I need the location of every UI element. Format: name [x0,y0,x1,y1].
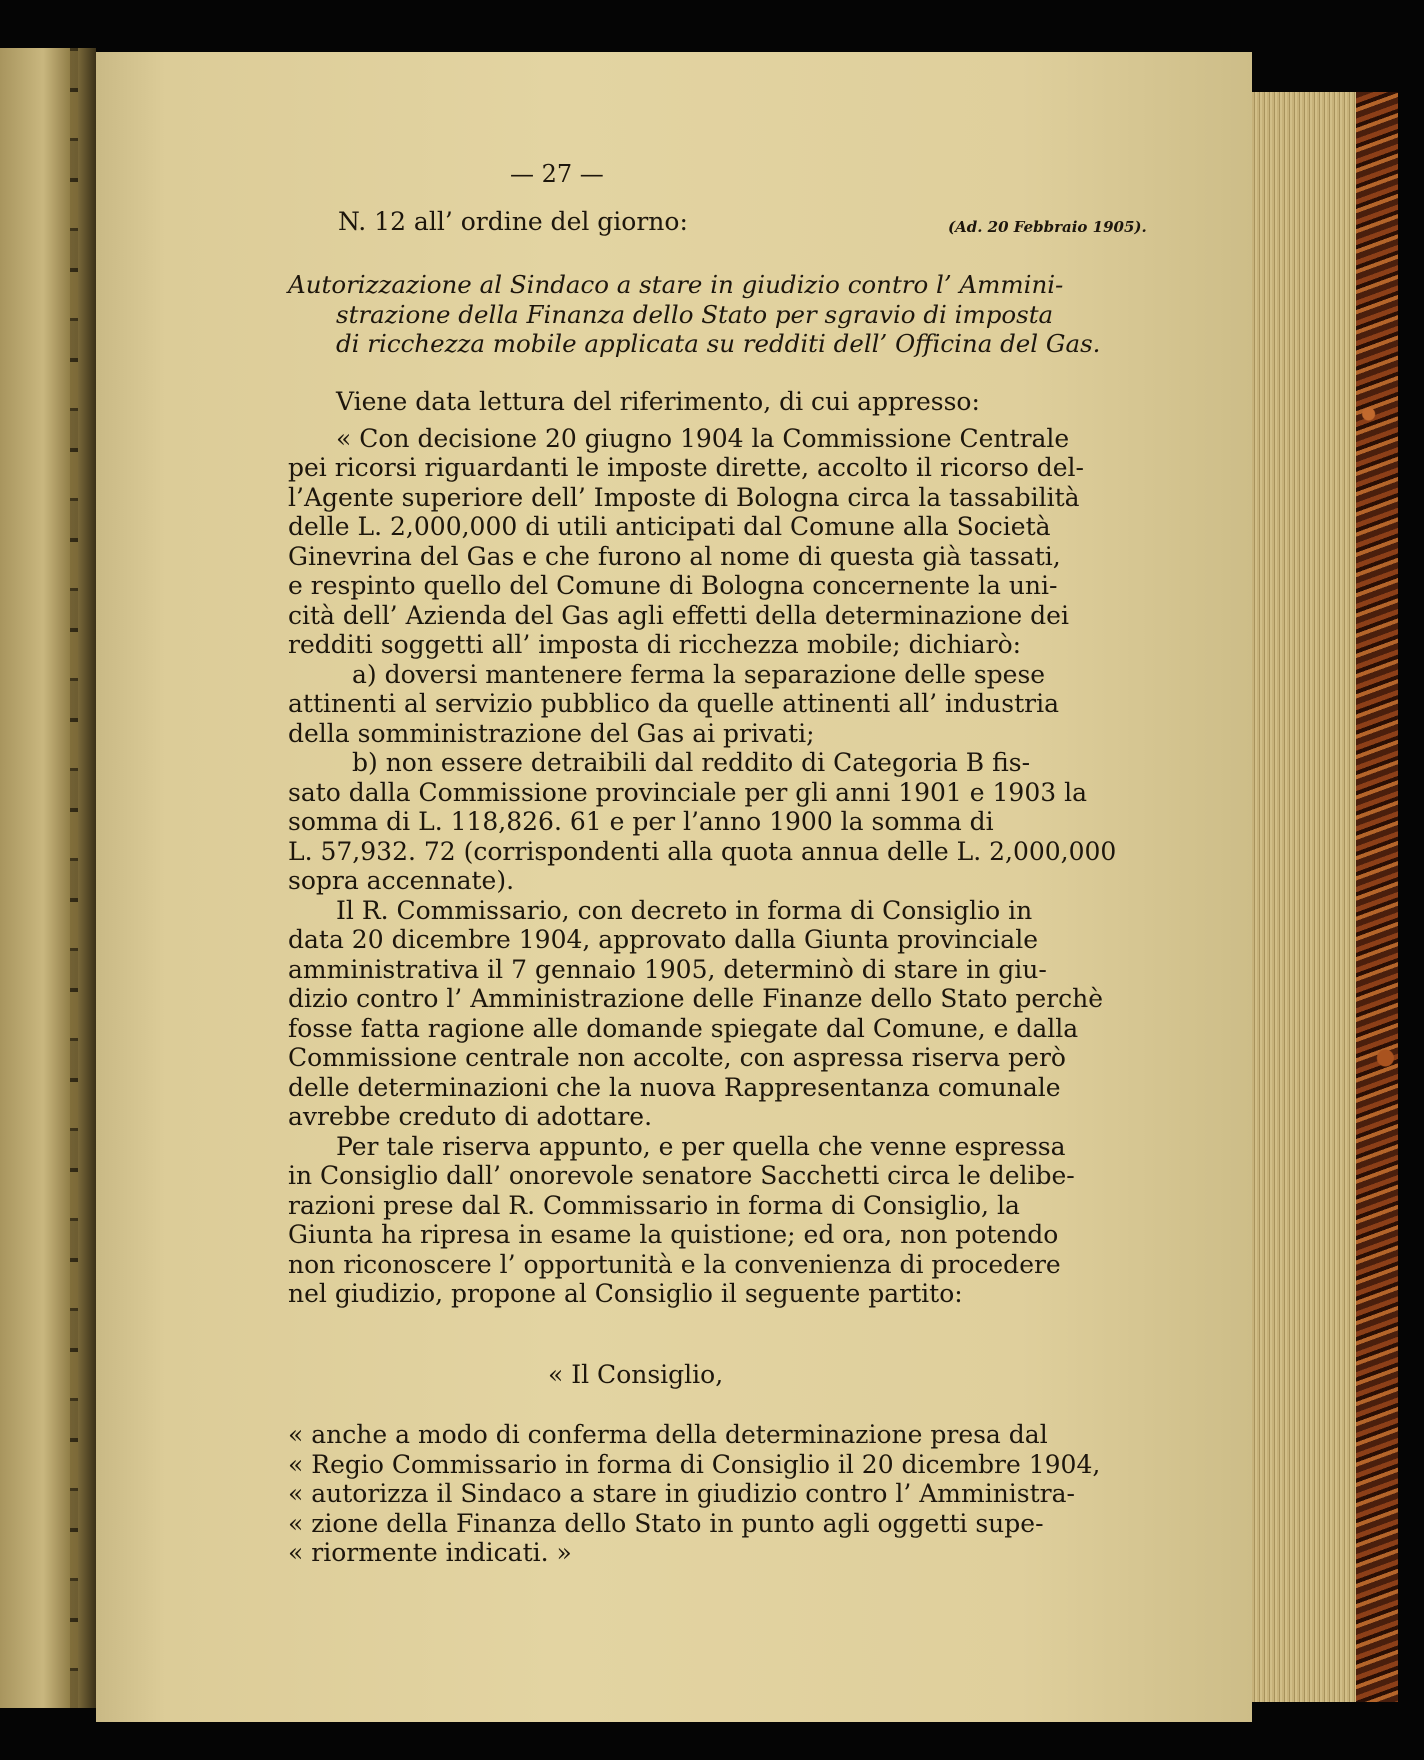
report-body [288,387,1117,1309]
paragraph-line: cità dell’ Azienda del Gas agli effetti della determinazione dei [288,600,1069,630]
paragraph-line: fosse fatta ragione alle domande spiegate dal Comune, e dalla [288,1013,1079,1043]
paragraph-line: delle determinazioni che la nuova Rappresentanza comunale [288,1072,1061,1102]
item-b-line: sato dalla Commissione provinciale per gli anni 1901 e 1903 la [288,777,1087,807]
paragraph-line: delle L. 2,000,000 di utili anticipati dal Comune alla Società [288,512,1051,541]
paragraph-line: data 20 dicembre 1904, approvato dalla Giunta provinciale [288,925,1038,954]
paragraph-line: Commissione centrale non accolte, con aspressa riserva però [288,1043,1066,1072]
agenda-heading: N. 12 all’ ordine del giorno: [338,207,688,236]
item-b-line: sopra accennate). [288,866,515,895]
item-title [288,270,1100,359]
paragraph-line: Il R. Commissario, con decreto in forma di Consiglio in [336,895,1033,925]
item-a-line: attinenti al servizio pubblico da quelle attinenti all’ industria [288,689,1059,718]
previous-page-edge [0,48,96,1708]
paragraph-line: Giunta ha ripresa in esame la quistione; ed ora, non potendo [288,1220,1059,1249]
paragraph-line: avrebbe creduto di adottare. [288,1102,653,1131]
resolution-line: « autorizza il Sindaco a stare in giudizio contro l’ Amministra- [288,1479,1075,1508]
paragraph-line: non riconoscere l’ opportunità e la convenienza di procedere [288,1249,1061,1279]
item-b-line: somma di L. 118,826. 61 e per l’anno 1900 la somma di [288,807,994,836]
item-a-line: della somministrazione del Gas ai privati; [288,718,815,748]
resolution-line: « riormente indicati. » [288,1538,572,1567]
resolution-heading: « Il Consiglio, [548,1360,724,1389]
paragraph-line: Ginevrina del Gas e che furono al nome di questa già tassati, [288,541,1061,571]
book-page-edges [1252,92,1356,1702]
paragraph-line: l’Agente superiore dell’ Imposte di Bologna circa la tassabilità [288,482,1080,512]
paragraph-line: Per tale riserva appunto, e per quella che venne espressa [336,1131,1066,1161]
paragraph-line: redditi soggetti all’ imposta di ricchezza mobile; dichiarò: [288,630,1022,659]
page-number: — 27 — [510,160,604,188]
paragraph-line: pei ricorsi riguardanti le imposte dirette, accolto il ricorso del- [288,453,1084,482]
paragraph-line: e respinto quello del Comune di Bologna concernente la uni- [288,571,1058,600]
title-line: di ricchezza mobile applicata su redditi dell’ Officina del Gas. [336,329,1101,358]
item-b-line: b) non essere detraibili dal reddito di Categoria B fis- [352,748,1031,777]
resolution-line: « Regio Commissario in forma di Consiglio il 20 dicembre 1904, [288,1449,1101,1479]
paragraph-line: nel giudizio, propone al Consiglio il seguente partito: [288,1279,963,1308]
item-a-line: a) doversi mantenere ferma la separazione delle spese [352,659,1046,689]
resolution-line: « anche a modo di conferma della determinazione presa dal [288,1420,1048,1449]
session-date-note: (Ad. 20 Febbraio 1905). [948,218,1147,236]
paragraph-line: amministrativa il 7 gennaio 1905, determinò di stare in giu- [288,954,1047,984]
title-line: strazione della Finanza dello Stato per sgravio di imposta [336,299,1054,329]
paragraph-line: « Con decisione 20 giugno 1904 la Commissione Centrale [336,423,1070,453]
paragraph-line: dizio contro l’ Amministrazione delle Finanze dello Stato perchè [288,984,1104,1013]
marbled-book-cover [1356,92,1398,1702]
title-line: Autorizzazione al Sindaco a stare in giudizio contro l’ Ammini- [288,270,1064,299]
resolution-text [288,1420,1100,1568]
paragraph-line: razioni prese dal R. Commissario in forma di Consiglio, la [288,1190,1020,1220]
item-b-line: L. 57,932. 72 (corrispondenti alla quota annua delle L. 2,000,000 [288,836,1117,866]
resolution-line: « zione della Finanza dello Stato in punto agli oggetti supe- [288,1508,1044,1538]
intro-line: Viene data lettura del riferimento, di cui appresso: [336,387,980,416]
paragraph-line: in Consiglio dall’ onorevole senatore Sacchetti circa le delibe- [288,1161,1075,1190]
